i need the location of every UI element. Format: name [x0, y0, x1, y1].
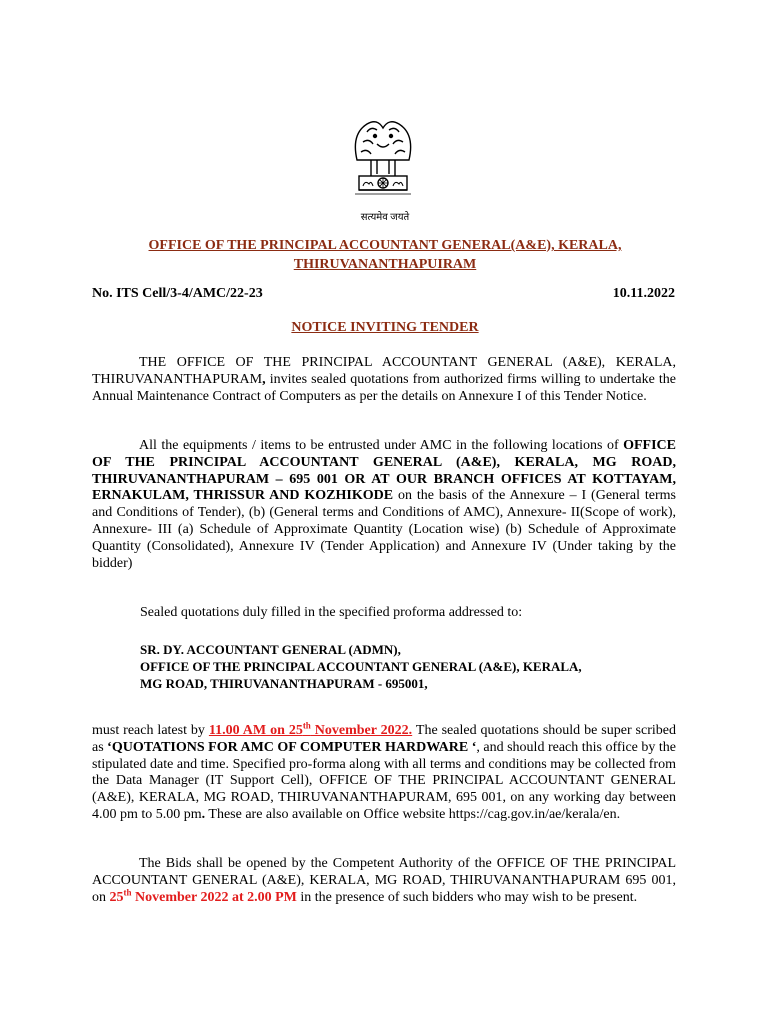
- notice-heading: NOTICE INVITING TENDER: [291, 320, 479, 335]
- superscription: ‘QUOTATIONS FOR AMC OF COMPUTER HARDWARE ‘: [107, 739, 477, 755]
- deadline-sup: th: [302, 720, 311, 731]
- para4-website: These are also available on Office website https://cag.gov.in/ae/kerala/en.: [205, 806, 621, 822]
- office-title: [100, 236, 670, 274]
- deadline-a: 11.00 AM on 25: [208, 723, 303, 738]
- national-emblem-icon: [337, 114, 429, 214]
- para2-locations: OFFICE OF THE PRINCIPAL ACCOUNTANT GENERAL (A&E), KERALA, MG ROAD, THIRUVANANTHAPURAM – 695 001 OR AT OUR BRANCH OFFICES AT KOTTAYAM, ERNAKULAM, THRISSUR AND KOZHIKODE: [92, 438, 676, 504]
- para5-lead: The Bids shall be opened by the Competent Authority of the OFFICE OF THE PRINCIPAL ACCOUNTANT GENERAL (A&E), KERALA, MG ROAD, THIRUVANANTHAPURAM 695 001, on: [92, 856, 676, 905]
- paragraph-bid-opening: [92, 856, 676, 906]
- paragraph-sealed-quotations: Sealed quotations duly filled in the specified proforma addressed to:: [140, 605, 523, 620]
- para1-text-1: THE OFFICE OF THE PRINCIPAL ACCOUNTANT GENERAL (A&E), KERALA, THIRUVANANTHAPURAM: [92, 355, 676, 387]
- office-title-line2: THIRUVANANTHAPUIRAM: [293, 257, 477, 272]
- office-title-line1: OFFICE OF THE PRINCIPAL ACCOUNTANT GENERAL(A&E), KERALA,: [148, 238, 622, 253]
- paragraph-invitation: [92, 355, 676, 405]
- paragraph-deadline: [92, 720, 676, 824]
- para5-tail: in the presence of such bidders who may wish to be present.: [296, 889, 638, 905]
- para4-lead: must reach latest by: [92, 723, 209, 738]
- paragraph-locations: [92, 438, 676, 572]
- deadline-b: November 2022.: [310, 723, 413, 738]
- address-line3: MG ROAD, THIRUVANANTHAPURAM - 695001,: [140, 676, 428, 691]
- address-line1: SR. DY. ACCOUNTANT GENERAL (ADMN),: [140, 642, 401, 657]
- para4-mid1: The sealed quotations should be super scribed as: [92, 723, 676, 755]
- opening-sup: th: [123, 886, 132, 897]
- address-line2: OFFICE OF THE PRINCIPAL ACCOUNTANT GENERAL (A&E), KERALA,: [140, 659, 582, 674]
- para1-text-2: invites sealed quotations from authorized firms willing to undertake the Annual Maintenance Contract of Computers as per the details on Annexure I of this Tender Notice.: [92, 371, 676, 404]
- reference-date: 10.11.2022: [612, 286, 675, 301]
- para2-intro: All the equipments / items to be entrusted under AMC in the following locations of: [139, 438, 624, 453]
- deadline-date: [208, 720, 413, 738]
- para1-bold-comma: ,: [262, 371, 266, 387]
- address-block: [140, 641, 582, 692]
- emblem-motto: सत्यमेव जयते: [360, 212, 410, 223]
- para2-rest: on the basis of the Annexure – I (General terms and Conditions of Tender), (b) (General terms and Conditions of AMC), Annexure- II(Scope of work), Annexure- III (a) Schedule of Approximate Quantity (Location wise) (b) Schedule of Approximate Quantity (Consolidated), Annexure IV (Tender Application) and Annexure IV (Under taking by the bidder): [92, 488, 677, 571]
- reference-number: No. ITS Cell/3-4/AMC/22-23: [92, 286, 263, 301]
- para4-bold-period: .: [201, 806, 206, 822]
- opening-a: 25: [109, 889, 124, 905]
- opening-b: November 2022 at 2.00 PM: [131, 889, 297, 905]
- para4-mid2: , and should reach this office by the stipulated date and time. Specified pro-forma along with all terms and conditions may be collected from the Data Manager (IT Support Cell), OFFICE OF THE PRINCIPAL ACCOUNTANT GENERAL (A&E), KERALA, MG ROAD, THIRUVANANTHAPURAM, 695 001, on any working day between 4.00 pm to 5.00 pm: [92, 739, 676, 822]
- opening-date: [109, 886, 297, 905]
